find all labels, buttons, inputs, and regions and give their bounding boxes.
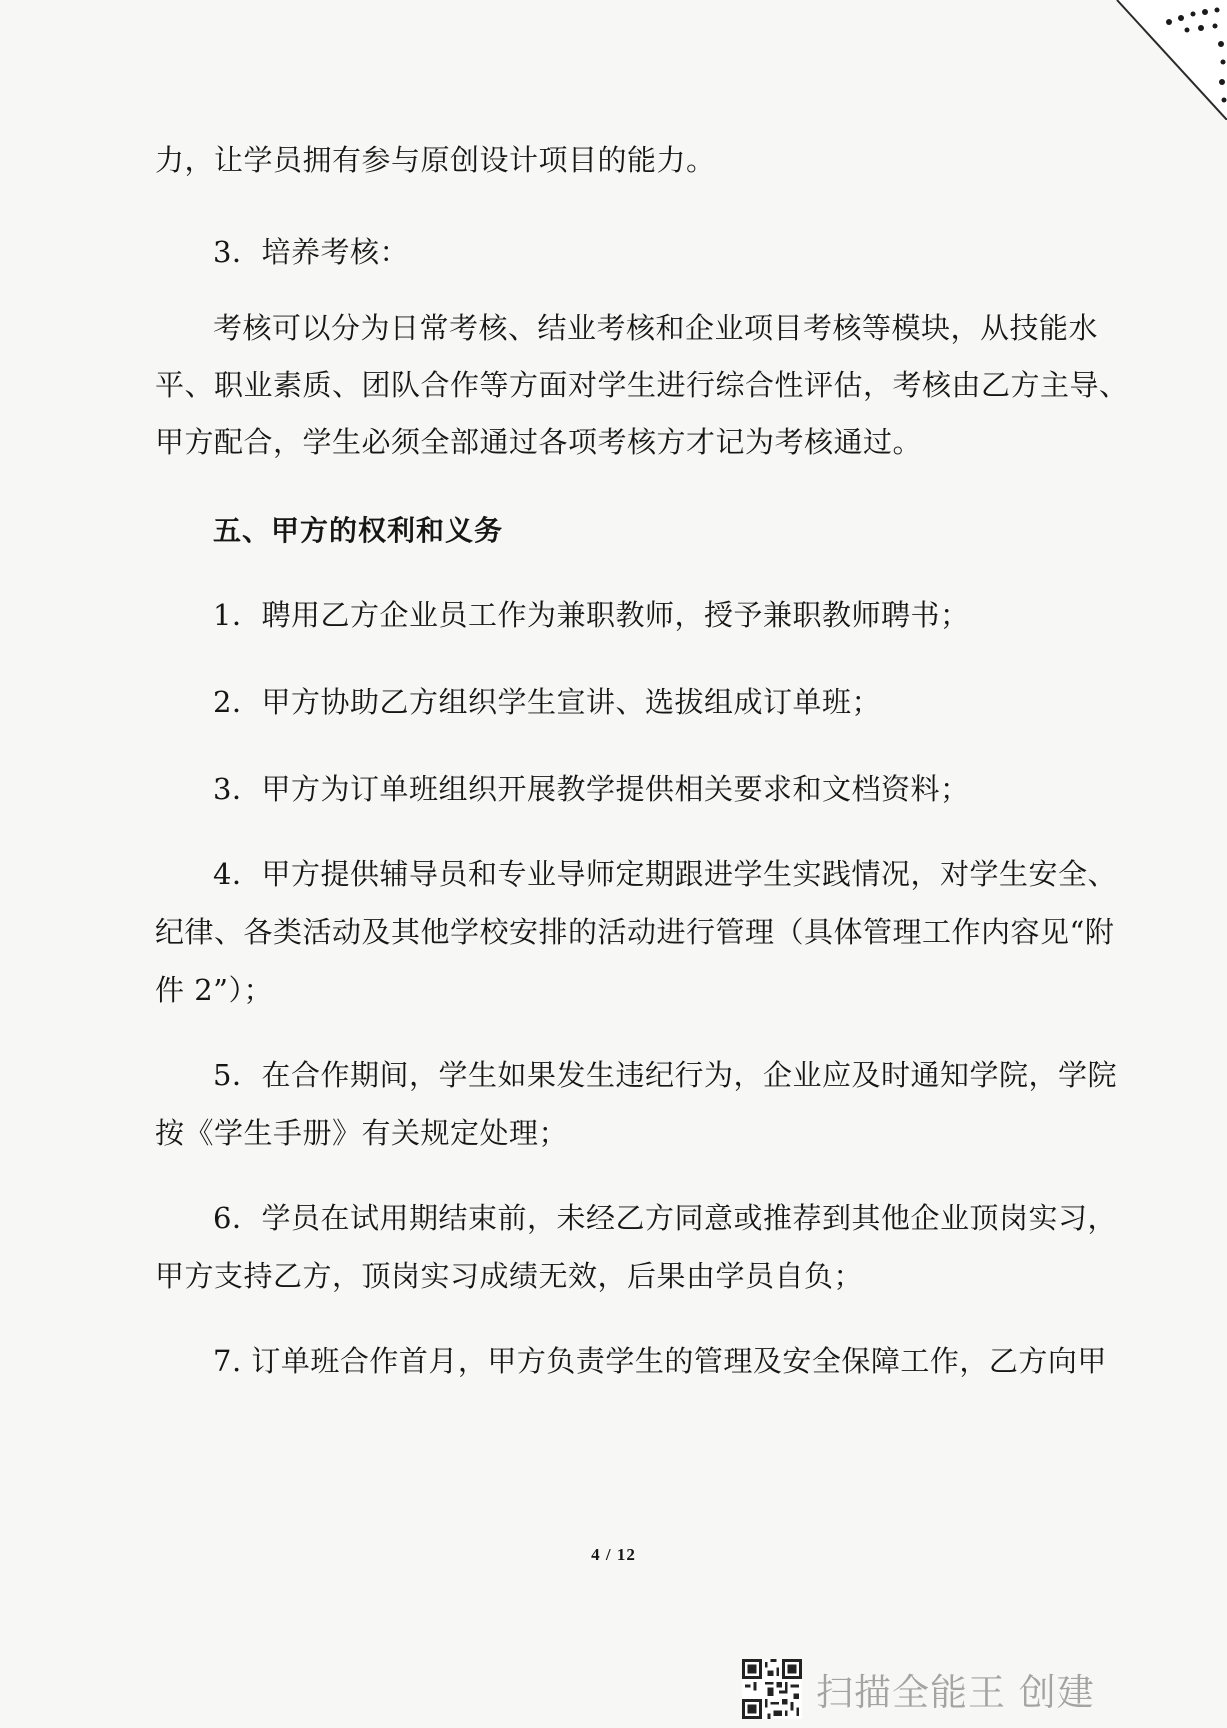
- text-line: 2．甲方协助乙方组织学生宣讲、选拔组成订单班；: [213, 685, 881, 719]
- corner-fold-icon: [1077, 0, 1227, 120]
- text-line: 纪律、各类活动及其他学校安排的活动进行管理（具体管理工作内容见“附: [155, 915, 1115, 949]
- text-line: 1．聘用乙方企业员工作为兼职教师，授予兼职教师聘书；: [213, 598, 970, 632]
- section-heading: 五、甲方的权利和义务: [213, 514, 504, 547]
- text-line: 力，让学员拥有参与原创设计项目的能力。: [155, 143, 716, 177]
- text-line: 平、职业素质、团队合作等方面对学生进行综合性评估，考核由乙方主导、: [155, 368, 1129, 402]
- page-number: 4 / 12: [591, 1545, 636, 1564]
- text-line: 按《学生手册》有关规定处理；: [155, 1116, 569, 1150]
- text-line: 件 2”）；: [155, 973, 273, 1007]
- text-line: 3．甲方为订单班组织开展教学提供相关要求和文档资料；: [213, 772, 970, 806]
- qr-code-icon: [742, 1659, 802, 1719]
- watermark-text: 扫描全能王 创建: [816, 1671, 1095, 1714]
- text-line: 3．培养考核：: [213, 235, 409, 269]
- text-line: 5．在合作期间，学生如果发生违纪行为，企业应及时通知学院，学院: [213, 1058, 1117, 1092]
- text-line: 考核可以分为日常考核、结业考核和企业项目考核等模块，从技能水: [213, 311, 1099, 345]
- text-line: 甲方配合，学生必须全部通过各项考核方才记为考核通过。: [155, 425, 923, 459]
- text-line: 7. 订单班合作首月，甲方负责学生的管理及安全保障工作，乙方向甲: [213, 1344, 1107, 1378]
- text-line: 4．甲方提供辅导员和专业导师定期跟进学生实践情况，对学生安全、: [213, 857, 1117, 891]
- text-line: 6．学员在试用期结束前，未经乙方同意或推荐到其他企业顶岗实习，: [213, 1201, 1117, 1235]
- text-line: 甲方支持乙方，顶岗实习成绩无效，后果由学员自负；: [155, 1259, 864, 1293]
- scanner-watermark: [742, 1658, 1095, 1720]
